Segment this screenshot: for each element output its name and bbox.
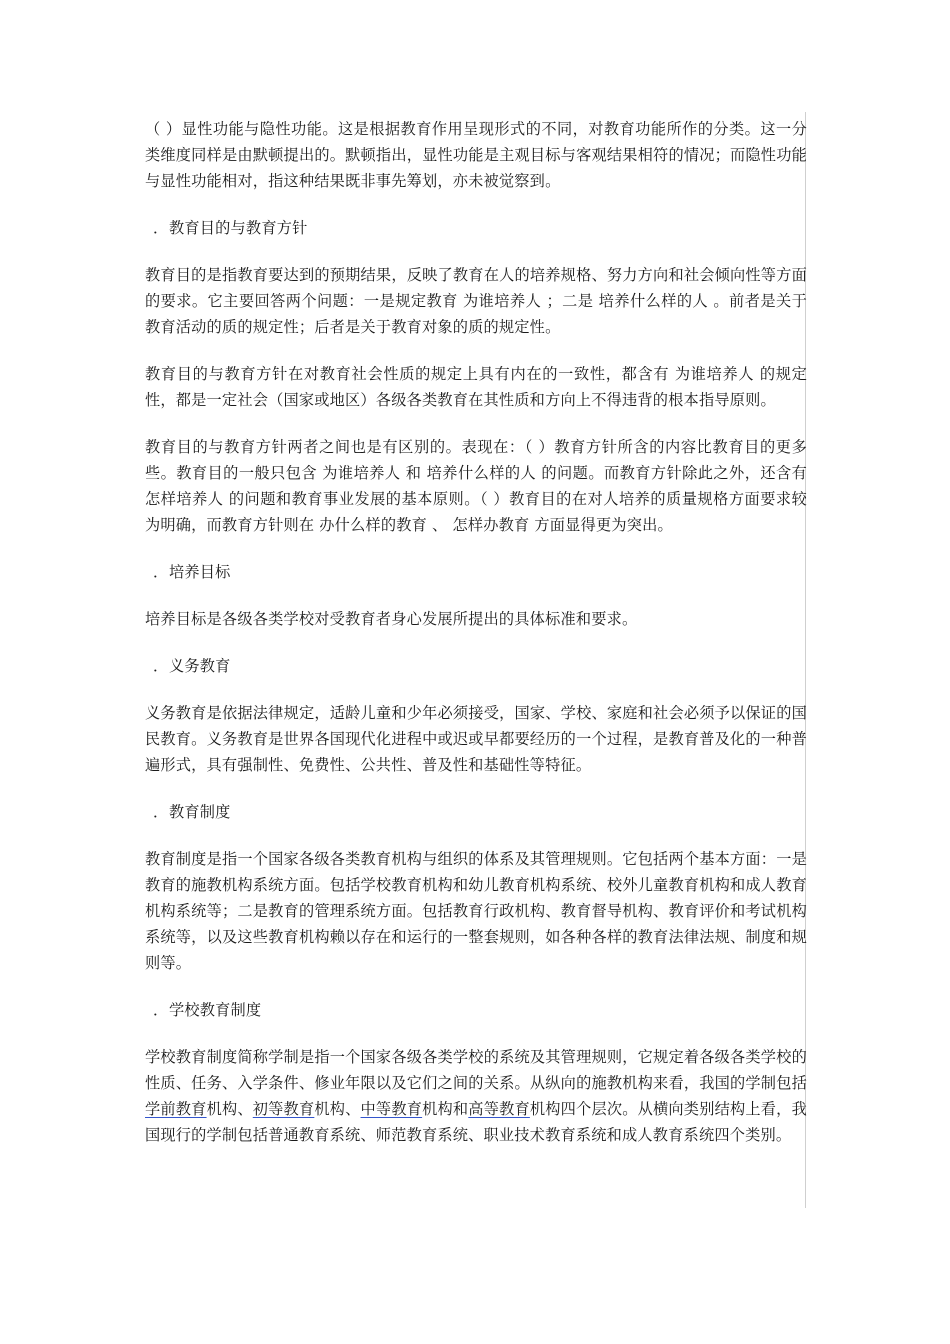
paragraph-aims-policy-consistency: 教育目的与教育方针在对教育社会性质的规定上具有内在的一致性，都含有 为谁培养人 的规定性，都是一定社会（国家或地区）各级各类教育在其性质和方向上不得违背的根本指导原则。 [145,365,807,409]
heading-text: 义务教育 [169,657,231,675]
section-heading-school-system [145,997,807,1023]
paragraph-compulsory-education: 义务教育是依据法律规定，适龄儿童和少年必须接受，国家、学校、家庭和社会必须予以保证的国民教育。义务教育是世界各国现代化进程中或迟或早都要经历的一个过程，是教育普及化的一种普遍形式，具有强制性、免费性、公共性、普及性和基础性等特征。 [145,704,807,774]
heading-number: ． [153,657,169,675]
paragraph-training-objectives: 培养目标是各级各类学校对受教育者身心发展所提出的具体标准和要求。 [145,610,638,628]
text-segment: 学校教育制度简称学制是指一个国家各级各类学校的系统及其管理规则，它规定着各级各类学校的性质、任务、入学条件、修业年限以及它们之间的关系。从纵向的施教机构来看，我国的学制包括 [145,1048,807,1092]
link-secondary-education[interactable]: 中等教育 [360,1100,423,1118]
heading-number: ． [153,1001,169,1019]
heading-number: ． [153,563,169,581]
link-primary-education[interactable]: 初等教育 [252,1100,315,1118]
heading-number: ． [153,803,169,821]
text-segment: 机构和 [422,1100,469,1118]
section-heading-compulsory-education [145,653,807,679]
link-higher-education[interactable]: 高等教育 [468,1100,530,1118]
section-heading-training-objectives [145,559,807,585]
link-preschool-education[interactable]: 学前教育 [145,1100,207,1118]
heading-text: 培养目标 [169,563,231,581]
heading-text: 教育制度 [169,803,231,821]
text-segment: 机构四个层次。从横向类别结构上看，我国现行的学制包括普通教育系统、师范教育系统、职业技术教育系统和成人教育系统四个类别。 [145,1100,807,1144]
section-heading-educational-aims [145,215,807,241]
heading-text: 学校教育制度 [169,1001,262,1019]
paragraph-education-system: 教育制度是指一个国家各级各类教育机构与组织的体系及其管理规则。它包括两个基本方面：一是教育的施教机构系统方面。包括学校教育机构和幼儿教育机构系统、校外儿童教育机构和成人教育机构系统等；二是教育的管理系统方面。包括教育行政机构、教育督导机构、教育评价和考试机构系统等，以及这些教育机构赖以存在和运行的一整套规则，如各种各样的教育法律法规、制度和规则等。 [145,850,807,972]
section-heading-education-system [145,799,807,825]
heading-text: 教育目的与教育方针 [169,219,308,237]
paragraph-explicit-implicit-function: （ ）显性功能与隐性功能。这是根据教育作用呈现形式的不同，对教育功能所作的分类。这一分类维度同样是由默顿提出的。默顿指出，显性功能是主观目标与客观结果相符的情况；而隐性功能与显性功能相对，指这种结果既非事先筹划，亦未被觉察到。 [145,120,807,190]
paragraph-aims-policy-difference: 教育目的与教育方针两者之间也是有区别的。表现在：（ ）教育方针所含的内容比教育目的更多些。教育目的一般只包含 为谁培养人 和 培养什么样的人 的问题。而教育方针除此之外，还含有 怎样培养人 的问题和教育事业发展的基本原则。（ ）教育目的在对人培养的质量规格方面要求较为明确，而教育方针则在 办什么样的教育 、 怎样办教育 方面显得更为突出。 [145,438,807,534]
text-segment: 机构、 [206,1100,253,1118]
paragraph-educational-aims-definition: 教育目的是指教育要达到的预期结果，反映了教育在人的培养规格、努力方向和社会倾向性等方面的要求。它主要回答两个问题：一是规定教育 为谁培养人 ；二是 培养什么样的人 。前者是关于教育活动的质的规定性；后者是关于教育对象的质的规定性。 [145,266,807,336]
heading-number: ． [153,219,169,237]
paragraph-school-system [145,1044,807,1148]
text-segment: 机构、 [314,1100,361,1118]
document-body [145,116,807,1169]
